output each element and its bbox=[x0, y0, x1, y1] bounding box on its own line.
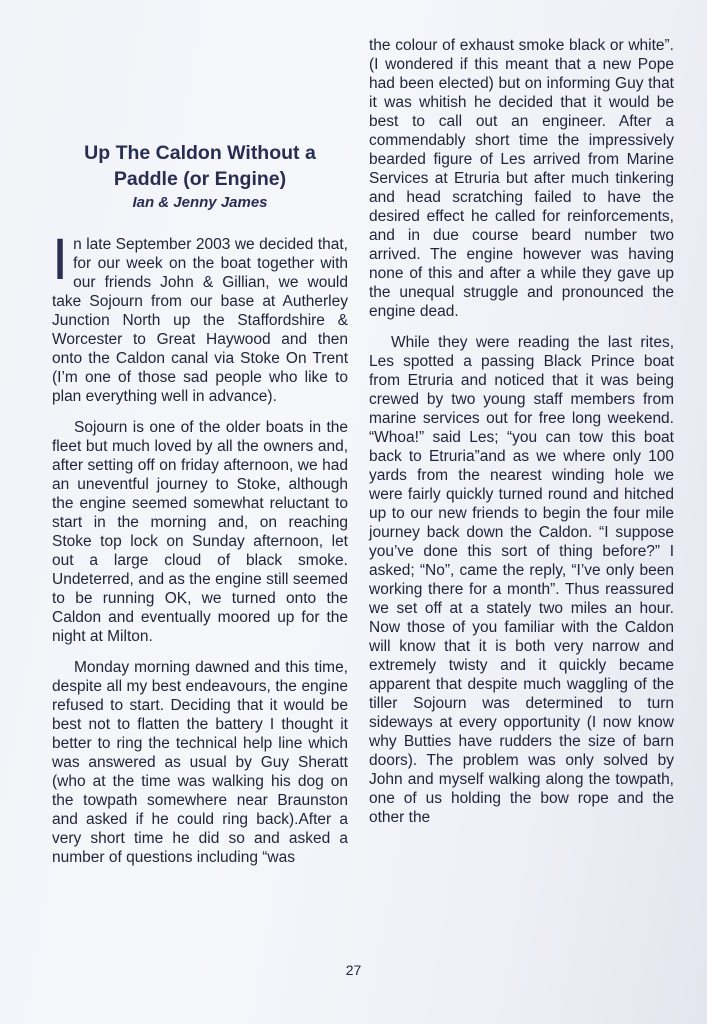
article-title: Up The Caldon Without a Paddle (or Engine) bbox=[84, 142, 316, 190]
drop-cap: I bbox=[52, 227, 69, 292]
left-paragraph: Monday morning dawned and this time, despite all my best endeavours, the engine refused to start. Deciding that it would be best not to flatten the battery I thought it better to ring the technical help line which was answered as usual by Guy Sheratt (who at the time was walking his dog on the towpath somewhere near Braunston and asked if he could ring back).After a very short time he did so and asked a number of questions including “was bbox=[52, 659, 348, 866]
page-number: 27 bbox=[345, 962, 362, 978]
left-paragraph: Sojourn is one of the older boats in the fleet but much loved by all the owners and, after setting off on friday afternoon, we had an uneventful journey to Stoke, although the engine seemed somewhat reluctant to start in the morning and, on reaching Stoke top lock on Sunday afternoon, let out a large cloud of black smoke. Undeterred, and as the engine still seemed to be running OK, we turned onto the Caldon and eventually moored up for the night at Milton. bbox=[52, 419, 348, 645]
article-author: Ian & Jenny James bbox=[132, 194, 268, 211]
left-column bbox=[52, 140, 348, 879]
intro-paragraph bbox=[52, 227, 348, 406]
intro-text: n late September 2003 we decided that, for our week on the boat together with our friends John & Gillian, we would take Sojourn from our base at Autherley Junction North up the Staffordshire & Worcester to Great Haywood and then onto the Caldon canal via Stoke On Trent (I’m one of those sad people who like to plan everything well in advance). bbox=[52, 236, 348, 405]
right-paragraph: While they were reading the last rites, Les spotted a passing Black Prince boat from Etruria and noticed that it was being crewed by two young staff members from marine services out for free long weekend. “Whoa!” said Les; “you can tow this boat back to Etruria”and as we where only 100 yards from the nearest winding hole we were fairly quickly turned round and hitched up to our new friends to begin the four mile journey back down the Caldon. “I suppose you’ve done this sort of thing before?” I asked; “No”, came the reply, “I’ve only been working there for a month”. Thus reassured we set off at a stately two miles an hour. Now those of you familiar with the Caldon will know that it is both very narrow and extremely twisty and it quickly became apparent that despite much waggling of the tiller Sojourn was determined to turn sideways at every opportunity (I now know why Butties have rudders the size of barn doors). The problem was only solved by John and myself walking along the towpath, one of us holding the bow rope and the other the bbox=[369, 334, 674, 826]
right-paragraph: the colour of exhaust smoke black or white”. (I wondered if this meant that a new Pope had been elected) but on informing Guy that it was whitish he decided that it would be best to call out an engineer. After a commendably short time the impressively bearded figure of Les arrived from Marine Services at Etruria but after much tinkering and head scratching failed to have the desired effect he called for reinforcements, and in due course beard number two arrived. The engine however was having none of this and after a while they gave up the unequal struggle and pronounced the engine dead. bbox=[369, 37, 674, 320]
right-column bbox=[369, 36, 674, 839]
